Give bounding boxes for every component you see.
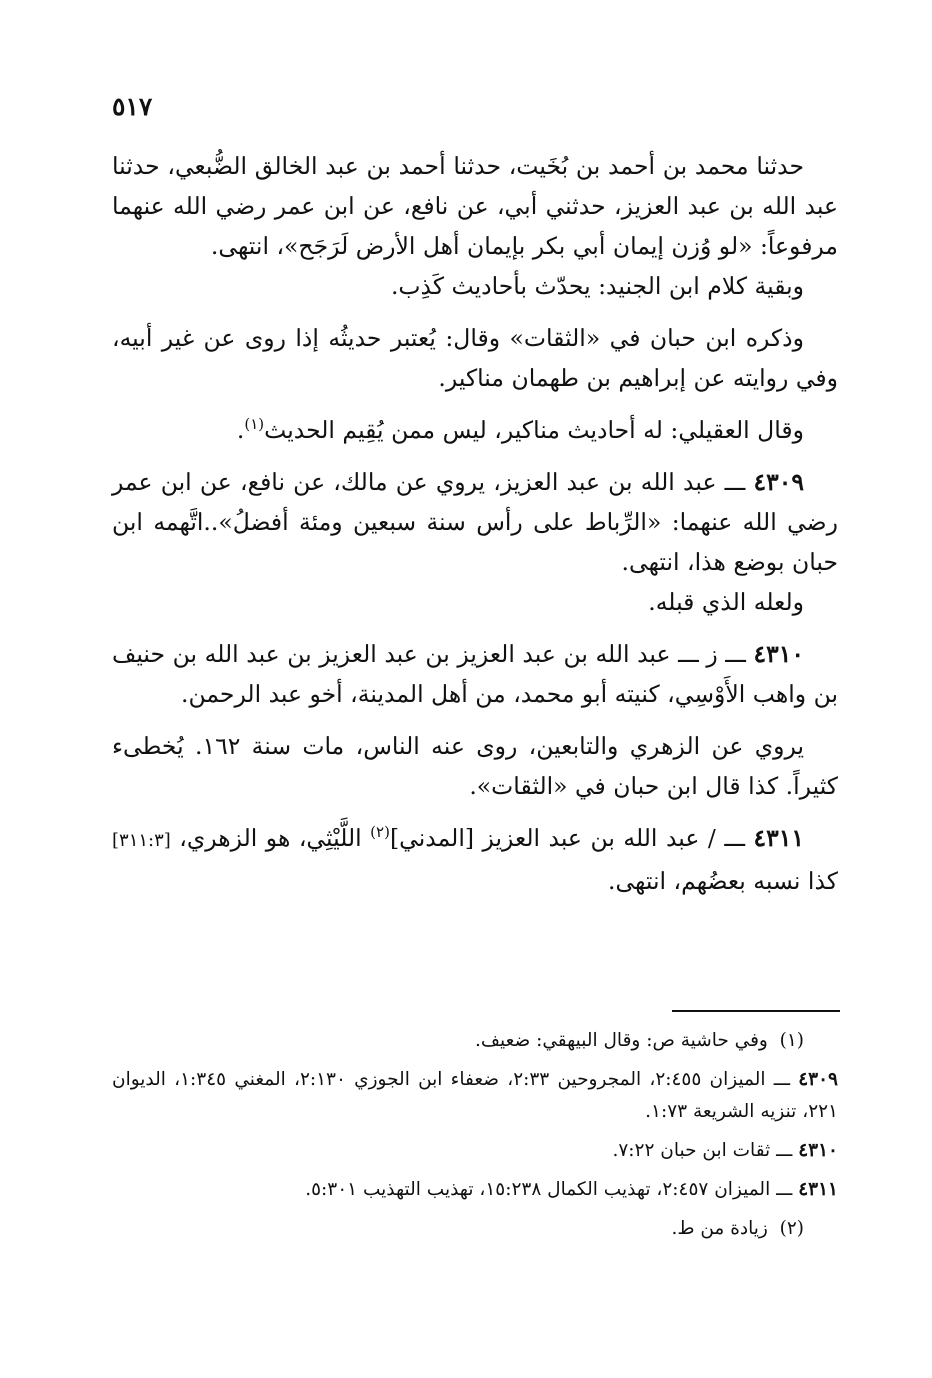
source-text: ـــ ثقات ابن حبان ٧:٢٢.	[612, 1140, 793, 1161]
footnote-mark: (٢)	[779, 1218, 804, 1239]
source-4311	[112, 1174, 838, 1206]
entry-text: ـــ عبد الله بن عبد العزيز، يروي عن مالك، عن نافع، عن ابن عمر رضي الله عنهما: «الرِّباط على رأس سنة سبعين ومئة أفضلُ»..اتَّهمه ابن حبان بوضع هذا، انتهى.	[112, 468, 838, 576]
entry-number: ٤٣٠٩	[753, 468, 804, 496]
source-text: ـــ الميزان ٢:٤٥٧، تهذيب الكمال ١٥:٢٣٨، تهذيب التهذيب ٥:٣٠١.	[305, 1179, 793, 1200]
paragraph-ibn-hibban: وذكره ابن حبان في «الثقات» وقال: يُعتبر حديثُه إذا روى عن غير أبيه، وفي روايته عن إبراهيم بن طهمان مناكير.	[112, 324, 838, 392]
entry-text-end: كذا نسبه بعضُهم، انتهى.	[607, 867, 838, 895]
main-text	[112, 146, 838, 901]
entry-number: ٤٣١٠	[753, 640, 804, 668]
source-number: ٤٣١١	[798, 1179, 838, 1200]
footnote-mark: (١)	[779, 1030, 804, 1051]
entry-text: ـــ ز ـــ عبد الله بن عبد العزيز بن عبد العزيز بن عبد الله بن حنيف بن واهب الأَوْسِي، كنيته أبو محمد، من أهل المدينة، أخو عبد الرحمن.	[112, 640, 838, 708]
footnote-text: زيادة من ط.	[671, 1218, 768, 1239]
source-4310	[112, 1135, 838, 1167]
footnote-1	[112, 1025, 838, 1057]
entry-text: ـــ / عبد الله بن عبد العزيز [المدني]	[389, 824, 745, 852]
entry-number: ٤٣١١	[753, 824, 804, 852]
entry-4311	[112, 818, 838, 901]
paragraph-hadith-chain: حدثنا محمد بن أحمد بن بُخَيت، حدثنا أحمد بن عبد الخالق الضُّبعي، حدثنا عبد الله بن عبد العزيز، حدثني أبي، عن نافع، عن ابن عمر رضي الله عنهما مرفوعاً: «لو وُزن إيمان أبي بكر بإيمان أهل الأرض لَرَجَح»، انتهى.	[112, 152, 838, 260]
paragraph-perhaps: ولعله الذي قبله.	[648, 588, 804, 616]
entry-4309	[112, 462, 838, 582]
margin-reference: [٣١١:٣]	[112, 830, 171, 851]
source-text: ـــ الميزان ٢:٤٥٥، المجروحين ٢:٣٣، ضعفاء ابن الجوزي ٢:١٣٠، المغني ١:٣٤٥، الديوان ٢٢١، تنزيه الشريعة ١:٧٣.	[112, 1069, 838, 1122]
footnotes	[112, 1025, 838, 1252]
source-number: ٤٣١٠	[798, 1140, 838, 1161]
page-number: ٥١٧	[112, 92, 153, 121]
paragraph-uqayli-end: .	[236, 416, 245, 444]
entry-text-cont: اللَّيْثِي، هو الزهري،	[170, 824, 371, 852]
paragraph-ibn-junayd: وبقية كلام ابن الجنيد: يحدّث بأحاديث كَذِب.	[390, 272, 804, 300]
footnote-divider	[672, 1010, 840, 1012]
paragraph-uqayli-text: وقال العقيلي: له أحاديث مناكير، ليس ممن يُقِيم الحديث	[264, 416, 804, 444]
footnote-ref-2: (٢)	[370, 823, 390, 842]
footnote-text: وفي حاشية ص: وقال البيهقي: ضعيف.	[475, 1030, 768, 1051]
source-number: ٤٣٠٩	[798, 1069, 838, 1090]
footnote-ref-1: (١)	[244, 415, 265, 434]
paragraph-uqayli	[112, 410, 838, 450]
entry-4310	[112, 634, 838, 714]
source-4309	[112, 1064, 838, 1128]
paragraph-zuhri: يروي عن الزهري والتابعين، روى عنه الناس، مات سنة ١٦٢. يُخطىء كثيراً. كذا قال ابن حبان في «الثقات».	[112, 732, 838, 800]
footnote-2	[112, 1213, 838, 1245]
